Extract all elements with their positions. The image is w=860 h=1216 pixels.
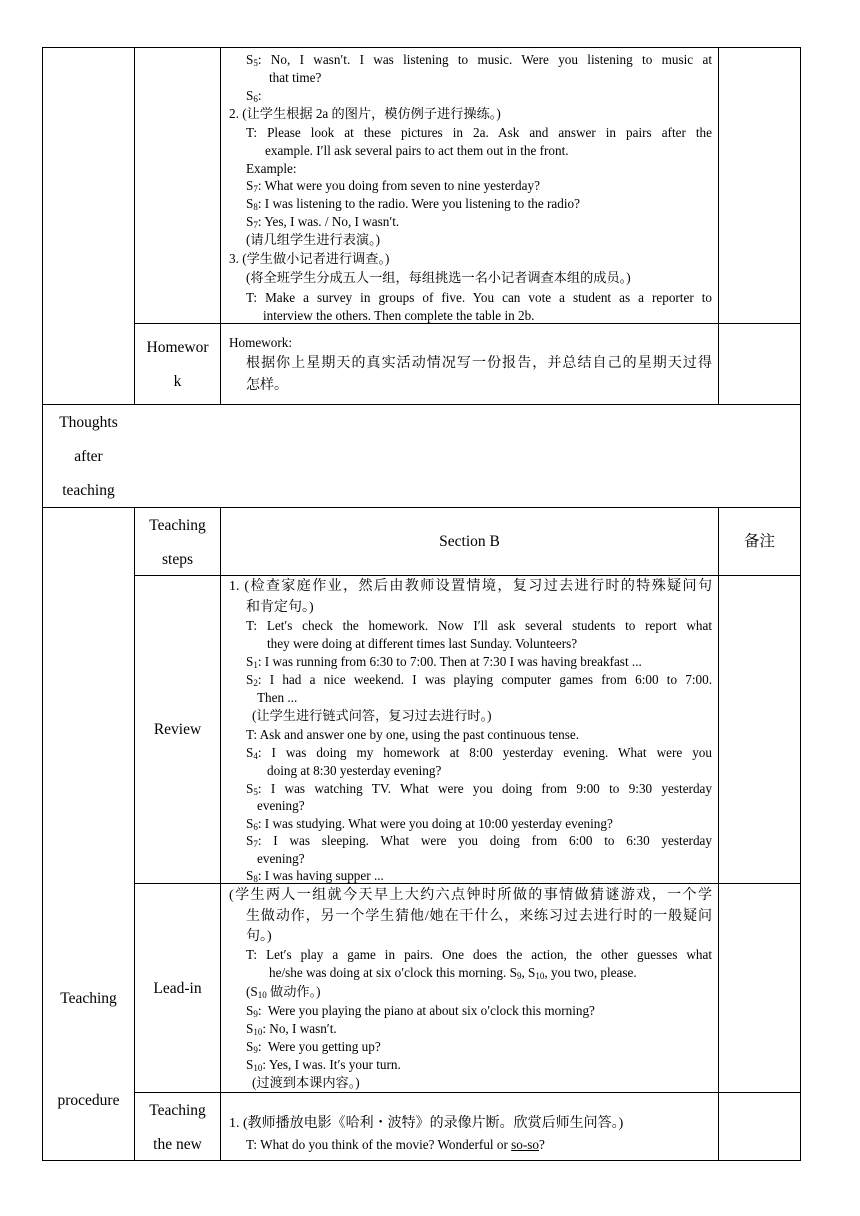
text-line: $S_8$: I was having supper ...	[246, 868, 384, 884]
text-line: example. I′ll ask several pairs to act them out in the front.	[265, 143, 569, 158]
text-line: 2. (让学生根据 2a 的图片，模仿例子进行操练。)	[229, 106, 501, 121]
text-line: 3. (学生做小记者进行调查。)	[229, 251, 390, 266]
text-line: 怎样。	[246, 378, 288, 393]
text-line: evening?	[257, 798, 305, 813]
text-line: 1. (教师播放电影《哈利・波特》的录像片断。欣赏后师生问答。)	[229, 1116, 624, 1131]
text-line: (学生两人一组就今天早上大约六点钟时所做的事情做猜谜游戏，一个学	[229, 888, 712, 903]
text-line: 句。)	[246, 929, 272, 944]
text-line: ($S_{10}$ 做动作。)	[246, 984, 321, 1000]
text-line: 1. (检查家庭作业，然后由教师设置情境，复习过去进行时的特殊疑问句	[229, 579, 712, 594]
text-line: $S_6$:	[246, 88, 262, 104]
text-line: they were doing at different times last Sunday. Volunteers?	[267, 636, 578, 651]
text-line: Example:	[246, 161, 297, 176]
text-line: 生做动作，另一个学生猜他/她在干什么，来练习过去进行时的一般疑问	[246, 909, 712, 924]
text-line: interview the others. Then complete the table in 2b.	[263, 308, 535, 323]
section-title: Section B	[439, 533, 500, 550]
text-line: Then ...	[257, 690, 298, 705]
homework-title: Homework:	[229, 335, 292, 350]
text-line: 根据你上星期天的真实活动情况写一份报告，并总结自己的星期天过得	[246, 356, 712, 371]
text-line: $S_7$: What were you doing from seven to nine yesterday?	[246, 178, 540, 194]
text-line: $S_7$: I was sleeping. What were you doing from 6:00 to 6:30 yesterday	[246, 833, 712, 849]
text-line: T: Make a survey in groups of five. You can vote a student as a reporter to	[246, 290, 712, 305]
text-line: T: Let′s check the homework. Now I′ll ask several students to report what	[246, 618, 712, 633]
text-line: (将全班学生分成五人一组，每组挑选一名小记者调查本组的成员。)	[246, 270, 631, 285]
text-line: $S_1$: I was running from 6:30 to 7:00. Then at 7:30 I was having breakfast ...	[246, 654, 642, 670]
text-line: evening?	[257, 851, 305, 866]
notes-header: 备注	[743, 533, 775, 550]
text-line: $S_7$: Yes, I was. / No, I wasn′t.	[246, 214, 400, 230]
text-line: $S_8$: I was listening to the radio. Were you listening to the radio?	[246, 196, 580, 212]
text-line: $S_9$: Were you getting up?	[246, 1039, 381, 1055]
text-line: doing at 8:30 yesterday evening?	[267, 763, 442, 778]
text-line: T: Let′s play a game in pairs. One does the action, the other guesses what	[246, 947, 712, 962]
lead-in-label: Lead-in	[153, 980, 202, 997]
text-line: $S_6$: I was studying. What were you doing at 10:00 yesterday evening?	[246, 816, 613, 832]
text-line: $S_9$: Were you playing the piano at about six o′clock this morning?	[246, 1003, 595, 1019]
text-line: $S_2$: I had a nice weekend. I was playing computer games from 6:00 to 7:00.	[246, 672, 712, 688]
text-line: $S_{10}$: No, I wasn′t.	[246, 1021, 337, 1037]
text-line: (让学生进行链式问答，复习过去进行时。)	[252, 708, 492, 723]
text-line: $S_4$: I was doing my homework at 8:00 yesterday evening. What were you	[246, 745, 712, 761]
text-line: $S_5$: No, I wasn′t. I was listening to music. Were you listening to music at	[246, 52, 712, 68]
text-line: he/she was doing at six o′clock this morning. $S_9$, $S_{10}$, you two, please.	[269, 965, 637, 981]
text-line: 和肯定句。)	[246, 600, 314, 615]
text-line: (过渡到本课内容。)	[252, 1075, 360, 1090]
text-line: $S_5$: I was watching TV. What were you doing from 9:00 to 9:30 yesterday	[246, 781, 712, 797]
text-line: T: Please look at these pictures in 2a. Ask and answer in pairs after the	[246, 125, 712, 140]
text-line: T: Ask and answer one by one, using the past continuous tense.	[246, 727, 580, 742]
review-label: Review	[153, 721, 202, 738]
text-line: that time?	[269, 70, 322, 85]
text-line: $S_{10}$: Yes, I was. It′s your turn.	[246, 1057, 401, 1073]
text-line: T: What do you think of the movie? Wonderful or so-so?	[246, 1137, 545, 1152]
text-line: (请几组学生进行表演。)	[246, 232, 381, 247]
